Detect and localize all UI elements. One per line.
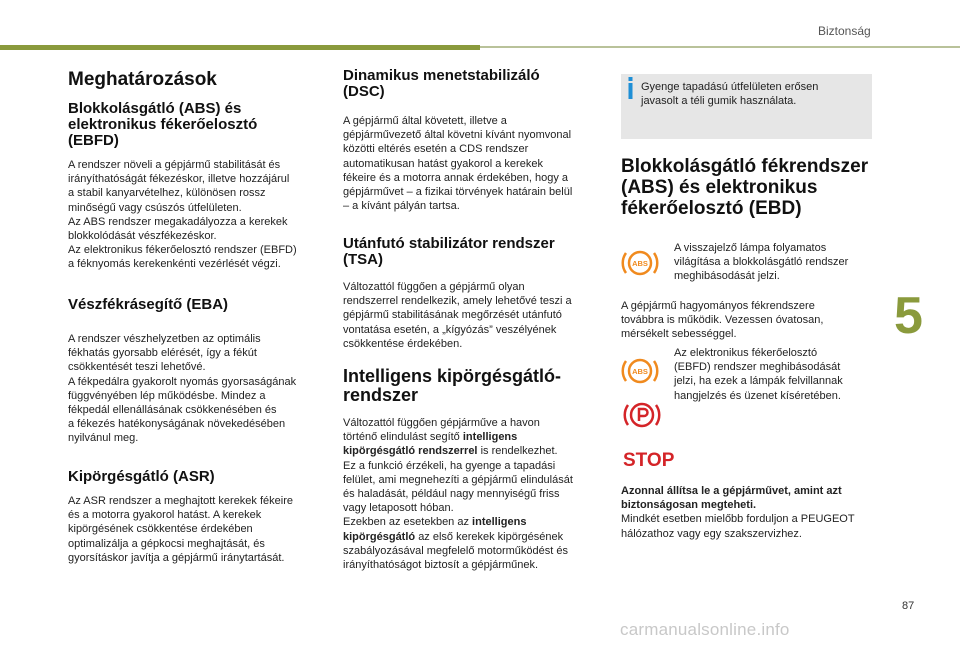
- text-line: A visszajelző lámpa folyamatos: [674, 242, 827, 254]
- svg-text:ABS: ABS: [632, 367, 648, 376]
- ebfd-lamp-text: [674, 346, 884, 403]
- dsc-paragraph: [343, 114, 613, 213]
- text-line: A gépjármű hagyományos fékrendszere: [621, 300, 815, 312]
- text-line: közötti eltérés esetén a CDS rendszer: [343, 143, 529, 156]
- text-line: irányíthatóságot biztosít a gépjárműnek.: [343, 559, 539, 572]
- text-span: az első kerekek kipörgésének: [418, 530, 564, 543]
- header-rule: [480, 46, 960, 48]
- text-line: kipörgésének csökkentése érdekében: [68, 523, 253, 536]
- text-line: és a motorra gyakorol hatást. A kerekek: [68, 509, 262, 522]
- section-title: Biztonság: [818, 24, 871, 38]
- svg-text:STOP: STOP: [623, 450, 675, 471]
- watermark: carmanualsonline.info: [620, 620, 790, 639]
- text-line: irányíthatóságát fékezéskor, illetve hozzájárul: [68, 173, 290, 186]
- abs-heading: Blokkolásgátló (ABS) és elektronikus fékerőelosztó (EBFD): [68, 100, 258, 149]
- eba-paragraph: [68, 332, 338, 446]
- intelligent-traction-heading: Intelligens kipörgésgátló-rendszer: [343, 366, 562, 405]
- eba-heading: Vészfékrásegítő (EBA): [68, 296, 229, 313]
- text-line: Az ASR rendszer a meghajtott kerekek fékeire: [68, 495, 293, 507]
- text-line: [343, 515, 615, 529]
- text-span: Ezekben az esetekben az: [343, 516, 469, 529]
- abs-warning-icon: [620, 246, 660, 285]
- dsc-heading: Dinamikus menetstabilizáló (DSC): [343, 67, 540, 100]
- text-line: továbbra is működik. Vezessen óvatosan,: [621, 314, 824, 327]
- text-line: [343, 530, 615, 544]
- text-line: nyilvánul meg.: [68, 432, 139, 445]
- text-line: minőségű vagy csúszós útfelületen.: [68, 201, 242, 214]
- abs-warning-icon-2: [620, 354, 660, 393]
- text-line: javasolt a téli gumik használata.: [641, 95, 797, 108]
- bold-span: kipörgésgátló: [343, 530, 416, 543]
- text-line: A fékpedálra gyakorolt nyomás gyorsaságának: [68, 375, 297, 388]
- text-line: csökkentése érdekében.: [343, 337, 463, 350]
- text-line: függvényében lép működésbe. Mindez a: [68, 389, 266, 402]
- text-line: Az ABS rendszer megakadályozza a kerekek: [68, 215, 288, 228]
- text-line: (EBFD) rendszer meghibásodását: [674, 361, 841, 374]
- text-line: jelzi, ha ezek a lámpák felvillannak: [674, 375, 843, 388]
- chapter-number: 5: [894, 287, 923, 345]
- intelligent-traction-paragraph: [343, 416, 615, 572]
- text-line: A gépjármű által követett, illetve a: [343, 115, 507, 127]
- text-line: és haladását, például nagy mennyiségű friss: [343, 488, 560, 501]
- text-line: rendszerrel rendelkezik, amely lehetővé teszi a: [343, 295, 572, 308]
- text-line: A rendszer vészhelyzetben az optimális: [68, 333, 261, 345]
- text-line: világítása a blokkolásgátló rendszer: [674, 256, 849, 269]
- asr-heading: Kipörgésgátló (ASR): [68, 468, 215, 485]
- bold-span: intelligens: [462, 431, 518, 444]
- tsa-paragraph: [343, 280, 613, 351]
- text-line: Ez a funkció érzékeli, ha gyenge a tapadási: [343, 459, 556, 472]
- text-line: Változattól függően gépjárműve a havon: [343, 417, 540, 429]
- text-line: meghibásodását jelzi.: [674, 270, 780, 283]
- text-line: blokkolódását vészfékezéskor.: [68, 230, 217, 243]
- text-line: [621, 484, 891, 498]
- text-line: Az elektronikus fékerőelosztó rendszer (EBFD): [68, 244, 297, 257]
- info-text: [641, 80, 866, 108]
- text-line: felület, ami megnehezíti a gépjármű elindulását: [343, 473, 573, 486]
- bold-span: biztonságosan megteheti.: [621, 499, 757, 512]
- text-line: a féknyomás kerekenkénti vezérlését végzi.: [68, 258, 281, 271]
- text-line: gépjármű stabilitásának megőrzését utánfutó: [343, 309, 562, 322]
- text-line: fékeire és a motorra annak érdekében, hogy a: [343, 171, 569, 184]
- text-line: Változattól függően a gépjármű olyan: [343, 281, 525, 293]
- text-line: Az elektronikus fékerőelosztó: [674, 347, 818, 359]
- text-line: szabályozásával megfelelő motorműködést és: [343, 544, 569, 557]
- text-line: vagy letaposott hóban.: [343, 502, 454, 515]
- abs-ebd-heading: Blokkolásgátló fékrendszer (ABS) és elektronikus fékerőelosztó (EBD): [621, 156, 869, 219]
- text-line: csökkentését teszi lehetővé.: [68, 361, 206, 374]
- text-span: történő elindulást segítő: [343, 431, 460, 444]
- text-line: gyorsításkor javítja a gépjármű iránytartását.: [68, 551, 285, 564]
- page-number: 87: [902, 600, 915, 612]
- text-line: [343, 444, 615, 458]
- text-line: automatikusan hatást gyakorol a kerekek: [343, 157, 543, 170]
- warning-paragraph: [621, 484, 891, 541]
- bold-span: intelligens: [472, 516, 527, 529]
- text-line: optimalizálja a gépkocsi meghajtását, és: [68, 537, 265, 550]
- text-line: – a kívánt pályán tartsa.: [343, 200, 460, 213]
- bold-span: Azonnal állítsa le a gépjárművet, amint azt: [621, 485, 842, 497]
- text-line: A rendszer növeli a gépjármű stabilitását és: [68, 159, 281, 171]
- abs-paragraph: [68, 158, 338, 272]
- text-span: is rendelkezhet.: [480, 445, 558, 458]
- text-line: fékhatás gyorsabb elérését, így a fékút: [68, 347, 257, 360]
- header-accent-bar: [0, 45, 480, 50]
- text-line: gépjárművezető által követni kívánt nyomvonal: [343, 129, 572, 142]
- text-line: [343, 430, 615, 444]
- text-line: Mindkét esetben mielőbb forduljon a PEUGEOT: [621, 513, 855, 526]
- brake-warning-icon: [622, 398, 662, 437]
- text-line: hálózathoz vagy egy szakszervizhez.: [621, 527, 802, 540]
- svg-text:ABS: ABS: [632, 259, 648, 268]
- text-line: [621, 498, 891, 512]
- bold-span: kipörgésgátló rendszerrel: [343, 445, 478, 458]
- asr-paragraph: [68, 494, 338, 565]
- text-line: hangjelzés és üzenet kíséretében.: [674, 389, 841, 402]
- page-title: Meghatározások: [68, 69, 217, 90]
- text-line: a fékezés hatékonyságának növekedésében: [68, 418, 286, 431]
- stop-icon: [623, 448, 675, 471]
- tsa-heading: Utánfutó stabilizátor rendszer (TSA): [343, 235, 555, 268]
- text-line: fékpedál ellenállásának csökkenésében és: [68, 404, 277, 417]
- text-line: vontatása esetén, a „kígyózás” veszélyének: [343, 323, 557, 336]
- info-icon: [627, 77, 634, 99]
- text-line: Gyenge tapadású útfelületen erősen: [641, 81, 819, 93]
- normal-brake-text: [621, 299, 881, 342]
- text-line: a stabil kanyarvételhez, különösen rossz: [68, 187, 266, 200]
- abs-lamp-text: [674, 241, 874, 284]
- text-line: gépjárművet – a fizikai törvények határain belül: [343, 186, 573, 199]
- text-line: mérsékelt sebességgel.: [621, 328, 737, 341]
